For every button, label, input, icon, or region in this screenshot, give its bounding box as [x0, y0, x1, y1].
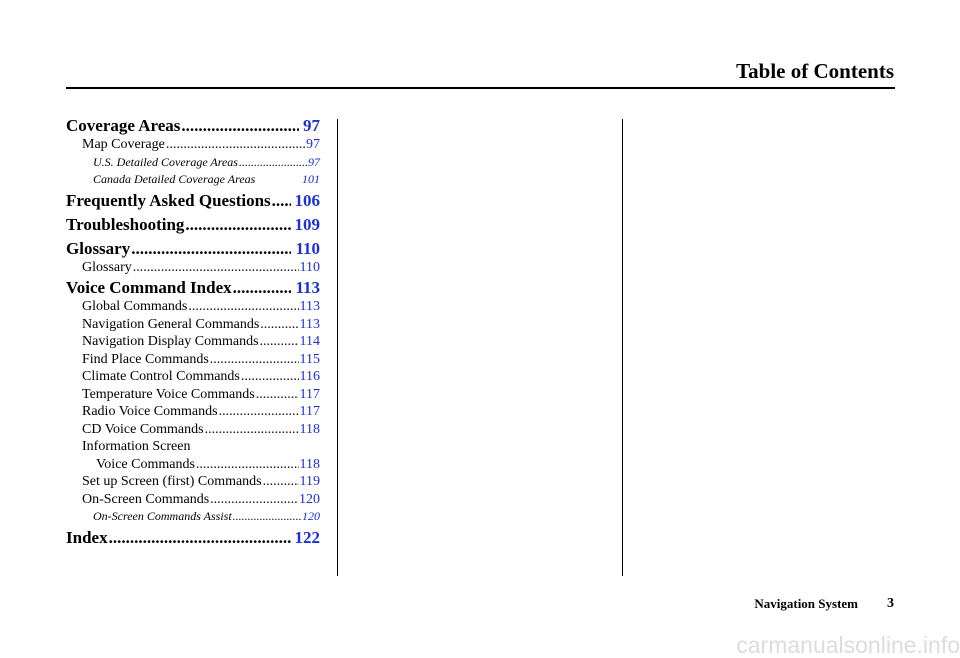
toc-entry-label: Voice Command Index: [66, 278, 232, 297]
toc-entry-label: Glossary: [66, 238, 131, 258]
dot-leader: [181, 116, 299, 136]
toc-entry-label: Canada Detailed Coverage Areas: [93, 172, 256, 186]
toc-entry-label: Set up Screen (first) Commands: [82, 474, 262, 489]
toc-page-link[interactable]: 113: [295, 278, 320, 297]
toc-entry-label: Map Coverage: [82, 137, 165, 152]
toc-page-link[interactable]: 115: [299, 351, 320, 367]
toc-entry-faq[interactable]: [66, 191, 320, 211]
toc-entry-troubleshooting[interactable]: [66, 215, 320, 235]
toc-page-link[interactable]: 120: [299, 491, 320, 507]
toc-page-link[interactable]: 117: [299, 404, 320, 419]
toc-page-link[interactable]: 120: [302, 509, 320, 523]
toc-entry-temperature-voice[interactable]: [66, 386, 320, 404]
toc-entry-map-coverage[interactable]: [66, 136, 320, 154]
toc-entry-canada-detailed-coverage[interactable]: [66, 171, 320, 189]
toc-entry-on-screen-assist[interactable]: [66, 508, 320, 526]
header-rule: [66, 87, 895, 89]
toc-entry-label: Climate Control Commands: [82, 369, 240, 384]
dot-leader: [233, 278, 292, 298]
dot-leader: [185, 215, 290, 235]
dot-leader: [233, 508, 301, 526]
dot-leader: [210, 491, 298, 509]
toc-page-link[interactable]: 97: [303, 116, 320, 135]
toc-entry-on-screen[interactable]: [66, 491, 320, 509]
toc-page-link[interactable]: 114: [299, 334, 320, 349]
toc-entry-radio-voice[interactable]: [66, 403, 320, 421]
toc-entry-label: On-Screen Commands Assist: [93, 509, 232, 523]
dot-leader: [272, 191, 291, 211]
table-of-contents: [66, 116, 320, 548]
toc-entry-label: Temperature Voice Commands: [82, 386, 255, 402]
toc-entry-voice-command-index[interactable]: [66, 278, 320, 298]
toc-entry-label: Navigation Display Commands: [82, 334, 259, 349]
toc-entry-coverage-areas[interactable]: [66, 116, 320, 136]
dot-leader: [239, 154, 307, 172]
toc-page-link[interactable]: 97: [306, 137, 320, 152]
toc-page-link[interactable]: 113: [299, 299, 320, 314]
toc-page-link[interactable]: 116: [299, 369, 320, 384]
toc-entry-glossary-sub[interactable]: [66, 259, 320, 277]
dot-leader: [133, 259, 299, 277]
dot-leader: [263, 473, 299, 491]
toc-entry-information-screen-label: Information Screen: [82, 439, 191, 454]
toc-entry-global-commands[interactable]: [66, 298, 320, 316]
watermark: carmanualsonline.info: [736, 632, 960, 658]
dot-leader: [260, 316, 298, 334]
dot-leader: [109, 528, 291, 548]
page-title: Table of Contents: [736, 59, 894, 83]
dot-leader: [131, 239, 291, 259]
toc-entry-us-detailed-coverage[interactable]: [66, 154, 320, 172]
dot-leader: [166, 136, 305, 154]
toc-entry-climate-control[interactable]: [66, 368, 320, 386]
toc-entry-label: Glossary: [82, 259, 132, 275]
toc-entry-navigation-display[interactable]: [66, 333, 320, 351]
toc-entry-find-place[interactable]: [66, 351, 320, 369]
toc-entry-information-screen[interactable]: [66, 456, 320, 474]
dot-leader: [219, 403, 299, 421]
toc-page-link[interactable]: 101: [302, 172, 320, 186]
toc-entry-glossary[interactable]: [66, 239, 320, 259]
toc-entry-label: Voice Commands: [96, 456, 195, 472]
column-divider: [622, 119, 623, 576]
toc-entry-label: Global Commands: [82, 299, 188, 314]
toc-page-link[interactable]: 118: [299, 456, 320, 472]
toc-entry-label: U.S. Detailed Coverage Areas: [93, 154, 238, 169]
toc-page-link[interactable]: 109: [294, 214, 320, 234]
dot-leader: [188, 298, 298, 316]
toc-entry-label: On-Screen Commands: [82, 491, 210, 507]
toc-entry-label: Radio Voice Commands: [82, 404, 218, 419]
toc-entry-label: Troubleshooting: [66, 214, 185, 234]
dot-leader: [196, 456, 299, 474]
footer-section-name: Navigation System: [754, 596, 858, 611]
dot-leader: [205, 421, 299, 439]
dot-leader: [210, 351, 299, 369]
column-divider: [337, 119, 338, 576]
toc-page-link[interactable]: 110: [299, 259, 320, 275]
toc-entry-label: Coverage Areas: [66, 116, 181, 135]
toc-page-link[interactable]: 118: [299, 421, 320, 437]
toc-page-link[interactable]: 122: [294, 527, 320, 547]
toc-entry-label: CD Voice Commands: [82, 421, 204, 437]
toc-page-link[interactable]: 106: [294, 190, 320, 210]
toc-entry-label: Index: [66, 527, 108, 547]
toc-entry-navigation-general[interactable]: [66, 316, 320, 334]
dot-leader: [256, 386, 299, 404]
toc-entry-setup-screen[interactable]: [66, 473, 320, 491]
dot-leader: [260, 333, 299, 351]
toc-entry-index[interactable]: [66, 528, 320, 548]
toc-page-link[interactable]: 117: [299, 386, 320, 402]
footer-page-number: 3: [887, 596, 894, 611]
toc-page-link[interactable]: 110: [295, 238, 320, 258]
toc-entry-label: Find Place Commands: [82, 351, 209, 367]
dot-leader: [241, 368, 299, 386]
toc-page-link[interactable]: 97: [308, 154, 320, 169]
toc-page-link[interactable]: 119: [299, 474, 320, 489]
toc-entry-cd-voice[interactable]: [66, 421, 320, 439]
toc-entry-label: Navigation General Commands: [82, 316, 260, 332]
toc-page-link[interactable]: 113: [299, 316, 320, 332]
toc-entry-label: Frequently Asked Questions: [66, 190, 271, 210]
